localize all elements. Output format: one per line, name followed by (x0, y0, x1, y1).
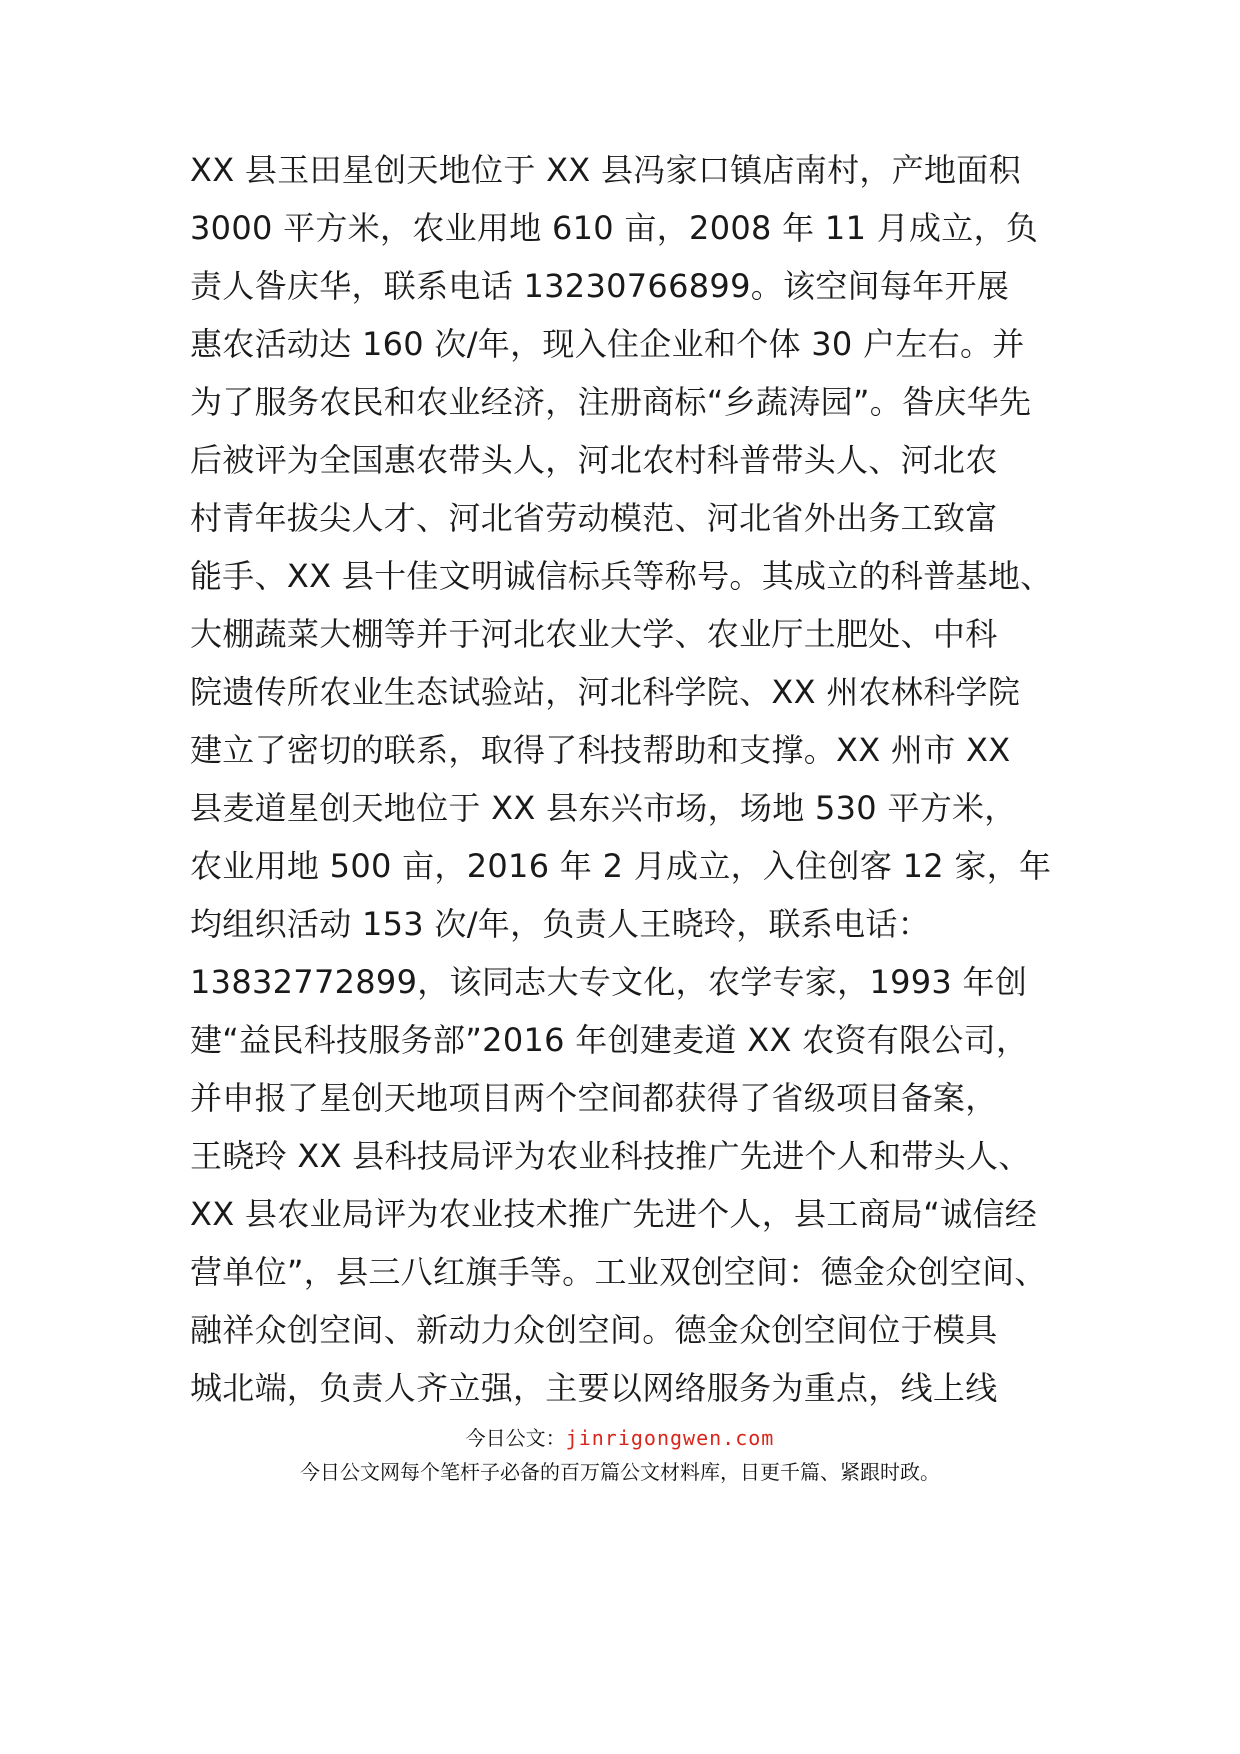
body-text-line: 后被评为全国惠农带头人，河北农村科普带头人、河北农 (190, 441, 998, 479)
footer-slogan: 今日公文网每个笔杆子必备的百万篇公文材料库，日更千篇、紧跟时政。 (300, 1460, 940, 1484)
body-text-line: 责人昝庆华，联系电话 13230766899。该空间每年开展 (190, 267, 1010, 305)
body-text-line: 城北端，负责人齐立强，主要以网络服务为重点，线上线 (190, 1369, 998, 1407)
body-text-line: 建立了密切的联系，取得了科技帮助和支撑。XX 州市 XX (190, 731, 1011, 769)
body-text-line: 并申报了星创天地项目两个空间都获得了省级项目备案， (190, 1079, 998, 1117)
body-text-line: XX 县玉田星创天地位于 XX 县冯家口镇店南村，产地面积 (190, 151, 1021, 189)
footer-site-link[interactable]: jinrigongwen.com (565, 1426, 775, 1450)
body-text-line: 均组织活动 153 次/年，负责人王晓玲，联系电话： (190, 905, 931, 943)
body-text-line: 3000 平方米，农业用地 610 亩，2008 年 11 月成立，负 (190, 209, 1039, 247)
body-text-line: 农业用地 500 亩，2016 年 2 月成立，入住创客 12 家，年 (190, 847, 1052, 885)
body-text-line: 院遗传所农业生态试验站，河北科学院、XX 州农林科学院 (190, 673, 1021, 711)
body-text-line: 能手、XX 县十佳文明诚信标兵等称号。其成立的科普基地、 (190, 557, 1053, 595)
body-text-line: 融祥众创空间、新动力众创空间。德金众创空间位于模具 (190, 1311, 998, 1349)
body-text-line: 为了服务农民和农业经济，注册商标“乡蔬涛园”。昝庆华先 (190, 383, 1032, 421)
body-text-line: 村青年拔尖人才、河北省劳动模范、河北省外出务工致富 (190, 499, 998, 537)
body-text-line: 13832772899，该同志大专文化，农学专家，1993 年创 (190, 963, 1028, 1001)
body-text-line: 县麦道星创天地位于 XX 县东兴市场，场地 530 平方米， (190, 789, 1017, 827)
body-text-line: 王晓玲 XX 县科技局评为农业科技推广先进个人和带头人、 (190, 1137, 1031, 1175)
body-text-line: XX 县农业局评为农业技术推广先进个人，县工商局“诚信经 (190, 1195, 1037, 1233)
body-text-line: 惠农活动达 160 次/年，现入住企业和个体 30 户左右。并 (190, 325, 1025, 363)
body-text-line: 建“益民科技服务部”2016 年创建麦道 XX 农资有限公司， (190, 1021, 1029, 1059)
body-text-line: 营单位”，县三八红旗手等。工业双创空间：德金众创空间、 (190, 1253, 1047, 1291)
body-text-line: 大棚蔬菜大棚等并于河北农业大学、农业厅土肥处、中科 (190, 615, 998, 653)
footer-site-prefix: 今日公文： (465, 1426, 566, 1450)
footer-site-line (0, 1426, 1240, 1450)
